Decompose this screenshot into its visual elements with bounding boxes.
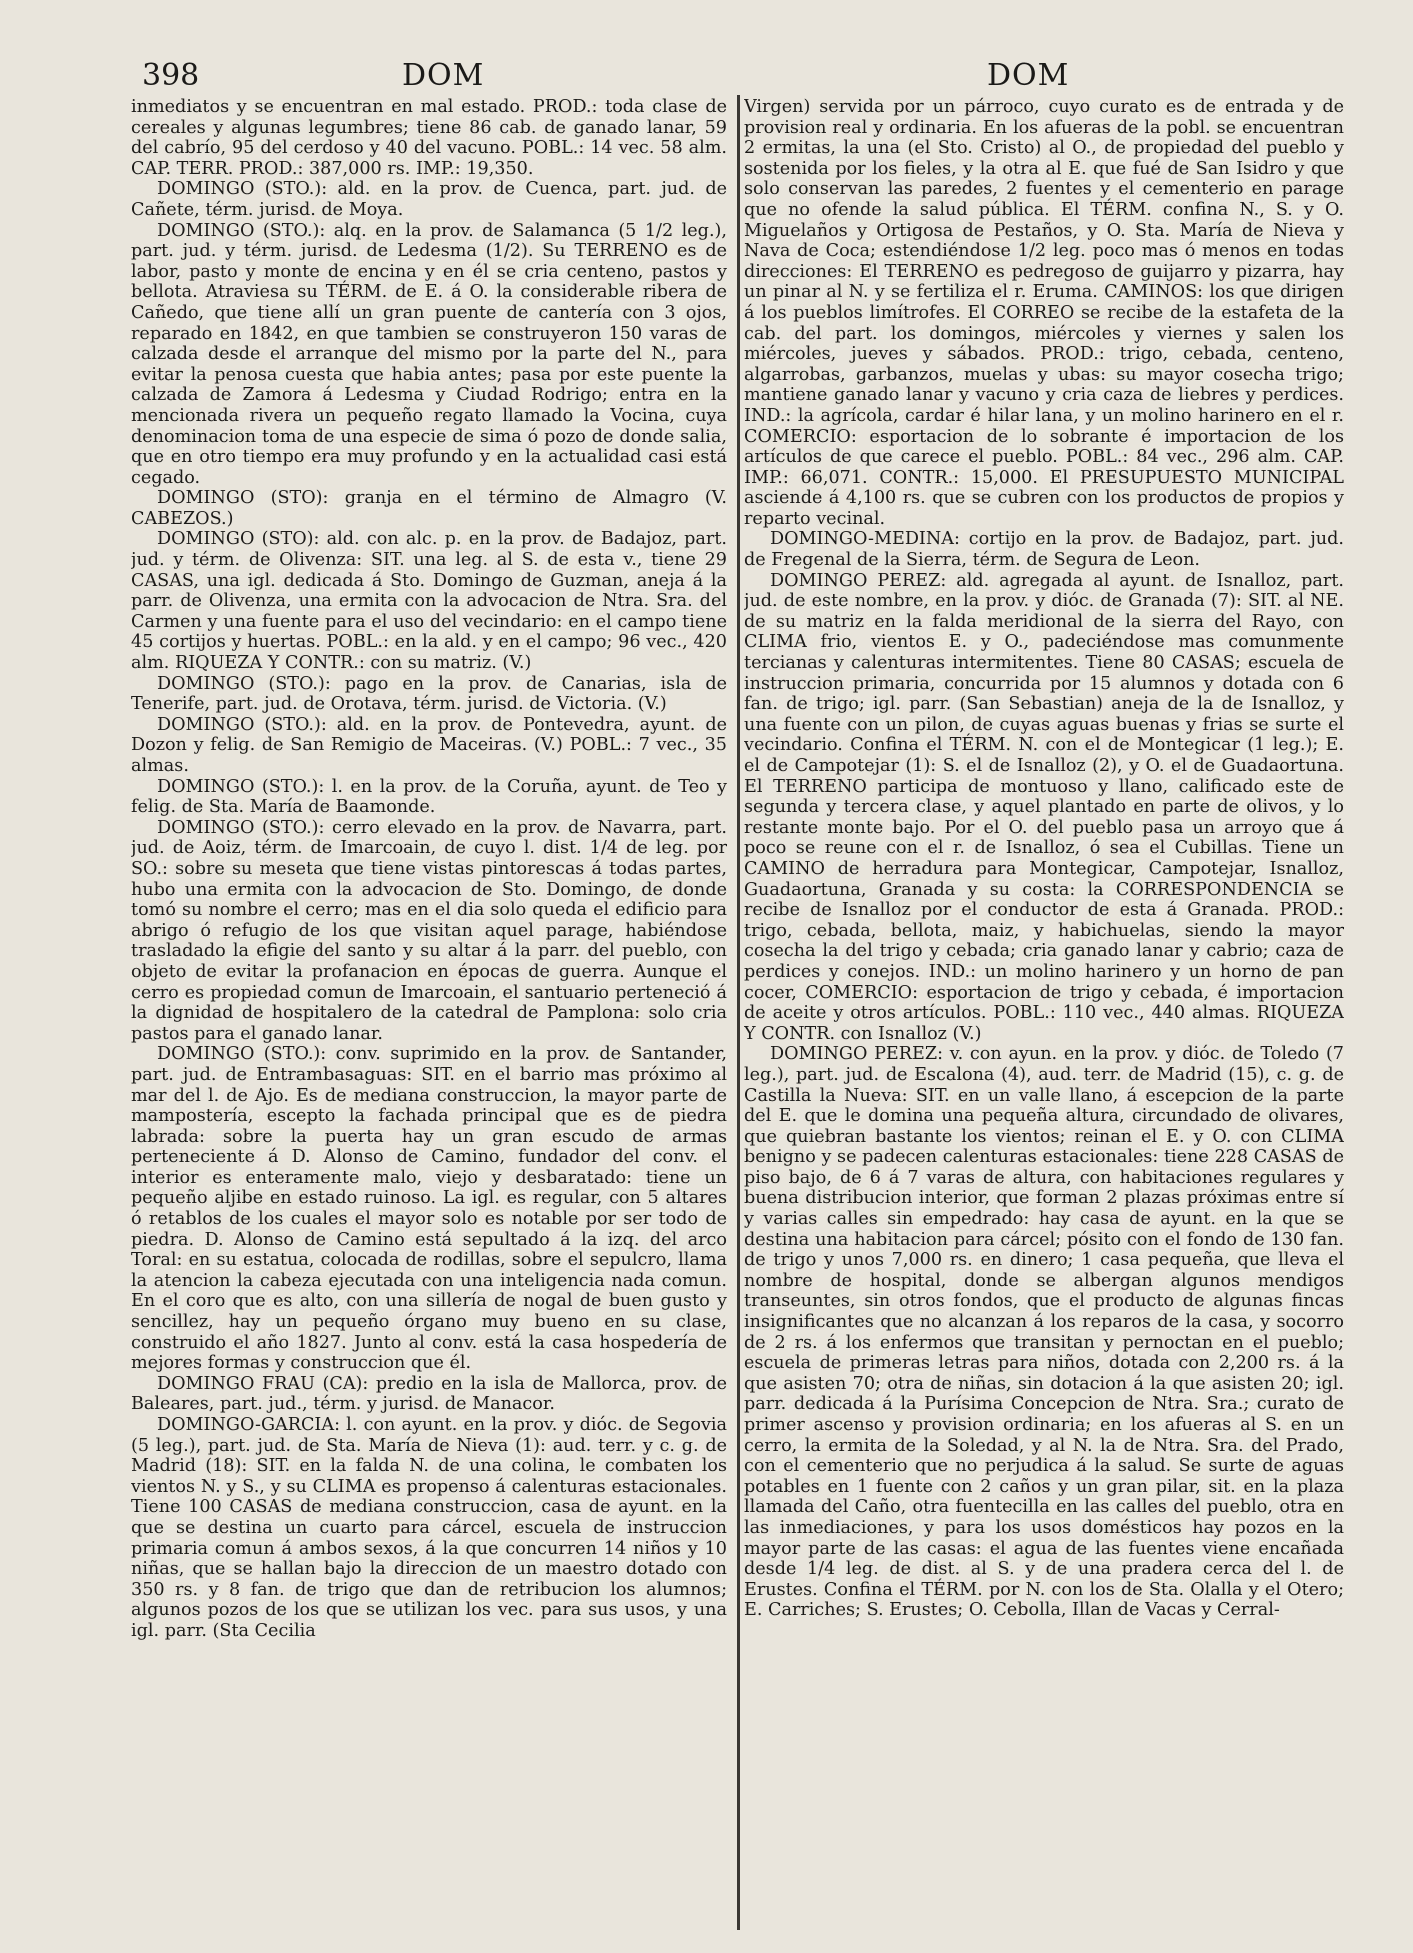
entry-continuation-right: Virgen) servida por un párroco, cuyo curato es de entrada y de provision real y ordinaria. En los afueras de la pobl. se encuentran 2 ermitas, la una (el Sto. Cristo) al O., de propiedad del pueblo y sostenida por los fieles, y la otra al E. que fué de San Isidro y que solo conservan las paredes, 2 fuentes y el cementerio en parage que no ofende la salud pública. El TÉRM. confina N., S. y O. Miguelaños y Ortigosa de Pestaños, y O. Sta. María de Nieva y Nava de Coca; estendiéndose 1/2 leg. poco mas ó menos en todas direcciones: El TERRENO es pedregoso de guijarro y pizarra, hay un pinar al N. y se fertiliza el r. Eruma. CAMINOS: los que dirigen á los pueblos limítrofes. El CORREO se recibe de la estafeta de la cab. del part. los domingos, miércoles y viernes y salen los miércoles, jueves y sábados. PROD.: trigo, cebada, centeno, algarrobas, garbanzos, muelas y ubas: su mayor cosecha trigo; mantiene ganado lanar y vacuno y cria caza de liebres y perdices. IND.: la agrícola, cardar é hilar lana, y un molino harinero en el r. COMERCIO: esportacion de lo sobrante é importacion de los artículos de que carece el pueblo. POBL.: 84 vec., 296 alm. CAP. IMP.: 66,071. CONTR.: 15,000. El PRESUPUESTO MUNICIPAL asciende á 4,100 rs. que se cubren con los productos de propios y reparto vecinal. (744, 97, 1344, 529)
page-header (0, 58, 1413, 100)
right-column (744, 97, 1344, 1932)
entry-domingo-frau: DOMINGO FRAU (CA): predio en la isla de Mallorca, prov. de Baleares, part. jud., térm. y jurisd. de Manacor. (131, 1373, 727, 1415)
entry-domingo-almagro: DOMINGO (STO): granja en el término de Almagro (V. CABEZOS.) (131, 488, 727, 529)
entry-domingo-medina: DOMINGO-MEDINA: cortijo en la prov. de Badajoz, part. jud. de Fregenal de la Sierra, térm. de Segura de Leon. (744, 529, 1344, 571)
entry-domingo-perez-toledo: DOMINGO PEREZ: v. con ayun. en la prov. y dióc. de Toledo (7 leg.), part. jud. de Escalona (4), aud. terr. de Madrid (15), c. g. de Castilla la Nueva: SIT. en un valle llano, á escepcion de la parte del E. que le domina una pequeña altura, circundado de olivares, que quiebran bastante los vientos; reinan el E. y O. con CLIMA benigno y se padecen calenturas estacionales: tiene 228 CASAS de piso bajo, de 6 á 7 varas de altura, con habitaciones regulares y buena distribucion interior, que forman 2 plazas próximas entre sí y varias calles sin empedrado: hay casa de ayunt. en la que se destina una habitacion para cárcel; pósito con el fondo de 130 fan. de trigo y unos 7,000 rs. en dinero; 1 casa pequeña, que lleva el nombre de hospital, donde se albergan algunos mendigos transeuntes, sin otros fondos, que el producto de algunas fincas insignificantes que no alcanzan á los reparos de la casa, y socorro de 2 rs. á los enfermos que transitan y pernoctan en el pueblo; escuela de primeras letras para niños, dotada con 2,200 rs. á la que asisten 70; otra de niñas, sin dotacion á la que asisten 20; igl. parr. dedicada á la Purísima Concepcion de Ntra. Sra.; curato de primer ascenso y provision ordinaria; en los afueras al S. en un cerro, la ermita de la Soledad, y al N. la de Ntra. Sra. del Prado, con el cementerio que no perjudica á la salud. Se surte de aguas potables en 1 fuente con 2 caños y un gran pilar, sit. en la plaza llamada del Caño, otra fuentecilla en las calles del pueblo, otra en las inmediaciones, y para los usos domésticos hay pozos en la mayor parte de las casas: el agua de las fuentes viene encañada desde 1/4 leg. de dist. al S. y de una pradera cerca del l. de Erustes. Confina el TÉRM. por N. con los de Sta. Olalla y el Otero; E. Carriches; S. Erustes; O. Cebolla, Illan de Vacas y Cerral- (744, 1044, 1344, 1621)
entry-domingo-salamanca: DOMINGO (STO.): alq. en la prov. de Salamanca (5 1/2 leg.), part. jud. y térm. jurisd. de Ledesma (1/2). Su TERRENO es de labor, pasto y monte de encina y en él se cria centeno, pastos y bellota. Atraviesa su TÉRM. de E. á O. la considerable ribera de Cañedo, que tiene allí un gran puente de cantería con 3 ojos, reparado en 1842, en que tambien se construyeron 150 varas de calzada desde el arranque del mismo por la parte del N., para evitar la penosa cuesta que habia antes; pasa por este puente la calzada de Zamora á Ledesma y Ciudad Rodrigo; entra en la mencionada rivera un pequeño regato llamado la Vocina, cuya denominacion toma de una especie de sima ó pozo de donde salia, que en otro tiempo era muy profundo y en la actualidad casi está cegado. (131, 220, 727, 488)
left-column (131, 97, 727, 1932)
entry-domingo-navarra: DOMINGO (STO.): cerro elevado en la prov. de Navarra, part. jud. de Aoiz, térm. de Imarcoain, de cuyo l. dist. 1/4 de leg. por SO.: sobre su meseta que tiene vistas pintorescas á todas partes, hubo una ermita con la advocacion de Sto. Domingo, de donde tomó su nombre el cerro; mas en el dia solo queda el edificio para abrigo ó refugio de los que visitan aquel parage, habiéndose trasladado la efigie del santo y su altar á la parr. del pueblo, con objeto de evitar la profanacion en épocas de guerra. Aunque el cerro es propiedad comun de Imarcoain, el santuario perteneció á la dignidad de hospitalero de la catedral de Pamplona: solo cria pastos para el ganado lanar. (131, 817, 727, 1044)
entry-domingo-badajoz: DOMINGO (STO): ald. con alc. p. en la prov. de Badajoz, part. jud. y térm. de Olivenza: SIT. una leg. al S. de esta v., tiene 29 CASAS, una igl. dedicada á Sto. Domingo de Guzman, aneja á la parr. de Olivenza, una ermita con la advocacion de Ntra. Sra. del Carmen y una fuente para el uso del vecindario: en el campo tiene 45 cortijos y huertas. POBL.: en la ald. y en el campo; 96 vec., 420 alm. RIQUEZA Y CONTR.: con su matriz. (V.) (131, 529, 727, 674)
right-running-head: DOM (987, 58, 1070, 93)
entry-domingo-pontevedra: DOMINGO (STO.): ald. en la prov. de Pontevedra, ayunt. de Dozon y felig. de San Remigio de Maceiras. (V.) POBL.: 7 vec., 35 almas. (131, 714, 727, 776)
entry-domingo-canarias: DOMINGO (STO.): pago en la prov. de Canarias, isla de Tenerife, part. jud. de Orotava, térm. jurisd. de Victoria. (V.) (131, 673, 727, 715)
left-running-head: DOM (402, 58, 485, 93)
page-number: 398 (142, 58, 200, 93)
entry-domingo-garcia: DOMINGO-GARCIA: l. con ayunt. en la prov. y dióc. de Segovia (5 leg.), part. jud. de Sta. María de Nieva (1): aud. terr. y c. g. de Madrid (18): SIT. en la falda N. de una colina, le combaten los vientos N. y S., y su CLIMA es propenso á calenturas estacionales. Tiene 100 CASAS de mediana construccion, casa de ayunt. en la que se destina un cuarto para cárcel, escuela de instruccion primaria comun á ambos sexos, á la que concurren 14 niños y 10 niñas, que se hallan bajo la direccion de un maestro dotado con 350 rs. y 8 fan. de trigo que dan de retribucion los alumnos; algunos pozos de los que se utilizan los vec. para sus usos, y una igl. parr. (Sta Cecilia (131, 1415, 727, 1641)
column-divider (737, 95, 740, 1930)
entry-domingo-santander: DOMINGO (STO.): conv. suprimido en la prov. de Santander, part. jud. de Entrambasaguas: SIT. en el barrio mas próximo al mar del l. de Ajo. Es de mediana construccion, la mayor parte de mampostería, escepto la fachada principal que es de piedra labrada: sobre la puerta hay un gran escudo de armas perteneciente á D. Alonso de Camino, fundador del conv. el interior es enteramente malo, viejo y desbaratado: tiene un pequeño aljibe en estado ruinoso. La igl. es regular, con 5 altares ó retablos de los cuales el mayor solo es notable por ser todo de piedra. D. Alonso de Camino está sepultado á la izq. del arco Toral: en su estatua, colocada de rodillas, sobre el sepulcro, llama la atencion la cabeza ejecutada con una inteligencia nada comun. En el coro que es alto, con una sillería de nogal de buen gusto y sencillez, hay un pequeño órgano muy bueno en su clase, construido el año 1827. Junto al conv. está la casa hospedería de mejores formas y construccion que él. (131, 1044, 727, 1374)
entry-domingo-cuenca: DOMINGO (STO.): ald. en la prov. de Cuenca, part. jud. de Cañete, térm. jurisd. de Moya. (131, 179, 727, 220)
entry-continuation: inmediatos y se encuentran en mal estado. PROD.: toda clase de cereales y algunas legumbres; tiene 86 cab. de ganado lanar, 59 del cabrío, 95 del cerdoso y 40 del vacuno. POBL.: 14 vec. 58 alm. CAP. TERR. PROD.: 387,000 rs. IMP.: 19,350. (131, 97, 727, 179)
entry-domingo-coruna: DOMINGO (STO.): l. en la prov. de la Coruña, ayunt. de Teo y felig. de Sta. María de Baamonde. (131, 776, 727, 818)
entry-domingo-perez-granada: DOMINGO PEREZ: ald. agregada al ayunt. de Isnalloz, part. jud. de este nombre, en la prov. y dióc. de Granada (7): SIT. al NE. de su matriz en la falda meridional de la sierra del Rayo, con CLIMA frio, vientos E. y O., padeciéndose mas comunmente tercianas y calenturas intermitentes. Tiene 80 CASAS; escuela de instruccion primaria, concurrida por 15 alumnos y dotada con 6 fan. de trigo; igl. parr. (San Sebastian) aneja de la de Isnalloz, y una fuente con un pilon, de cuyas aguas buenas y frias se surte el vecindario. Confina el TÉRM. N. con el de Montegicar (1 leg.); E. el de Campotejar (1): S. el de Isnalloz (2), y O. el de Guadaortuna. El TERRENO participa de montuoso y llano, calificado este de segunda y tercera clase, y aquel plantado en parte de olivos, y lo restante monte bajo. Por el O. del pueblo pasa un arroyo que á poco se reune con el r. de Isnalloz, ó sea el Cubillas. Tiene un CAMINO de herradura para Montegicar, Campotejar, Isnalloz, Guadaortuna, Granada y su costa: la CORRESPONDENCIA se recibe de Isnalloz por el conductor de esta á Granada. PROD.: trigo, cebada, bellota, maiz, y habichuelas, siendo la mayor cosecha la del trigo y cebada; cria ganado lanar y cabrio; caza de perdices y conejos. IND.: un molino harinero y un horno de pan cocer, COMERCIO: esportacion de trigo y cebada, é importacion de aceite y otros artículos. POBL.: 110 vec., 440 almas. RIQUEZA Y CONTR. con Isnalloz (V.) (744, 570, 1344, 1044)
